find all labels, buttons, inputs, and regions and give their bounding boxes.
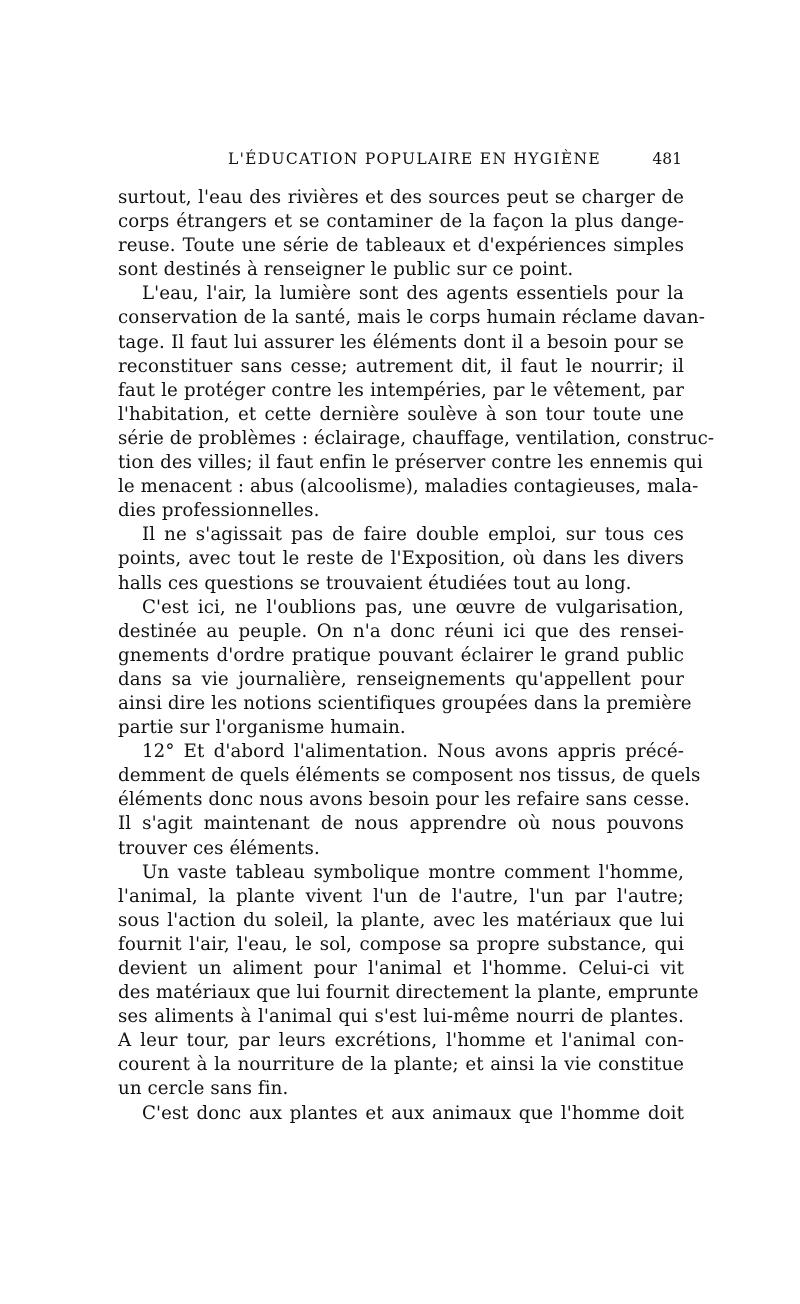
text-line: devient un aliment pour l'animal et l'homme. Celui-ci vit <box>118 958 684 979</box>
text-line: points, avec tout le reste de l'Exposition, où dans les divers <box>118 548 684 570</box>
running-title: L'ÉDUCATION POPULAIRE EN HYGIÈNE <box>228 150 601 168</box>
text-line: C'est ici, ne l'oublions pas, une œuvre de vulgarisation, <box>142 596 684 618</box>
text-line: ses aliments à l'animal qui s'est lui-même nourri de plantes. <box>118 1006 684 1028</box>
text-line: l'habitation, et cette dernière soulève à son tour toute une <box>118 403 684 425</box>
page-number: 481 <box>652 150 682 168</box>
text-line: reuse. Toute une série de tableaux et d'expériences simples <box>118 235 684 257</box>
text-line: conservation de la santé, mais le corps humain réclame davan- <box>118 307 705 329</box>
text-line: halls ces questions se trouvaient étudiées tout au long. <box>118 572 632 594</box>
text-line: surtout, l'eau des rivières et des sources peut se charger de <box>118 187 684 208</box>
text-line: gnements d'ordre pratique pouvant éclairer le grand public <box>118 644 684 666</box>
text-line: trouver ces éléments. <box>118 837 320 859</box>
text-line: éléments donc nous avons besoin pour les refaire sans cesse. <box>118 789 690 811</box>
text-line: Il ne s'agissait pas de faire double emploi, sur tous ces <box>142 524 684 546</box>
page-header <box>118 150 684 176</box>
text-line: série de problèmes : éclairage, chauffage, ventilation, construc- <box>118 427 715 449</box>
text-line: un cercle sans fin. <box>118 1078 289 1100</box>
text-line: A leur tour, par leurs excrétions, l'homme et l'animal con- <box>118 1030 684 1052</box>
text-line: 12° Et d'abord l'alimentation. Nous avons appris précé- <box>142 741 684 763</box>
text-line: reconstituer sans cesse; autrement dit, il faut le nourrir; il <box>118 355 684 377</box>
text-line: le menacent : abus (alcoolisme), maladies contagieuses, mala- <box>118 476 699 498</box>
text-line: Un vaste tableau symbolique montre comment l'homme, <box>142 861 684 883</box>
text-line: C'est donc aux plantes et aux animaux que l'homme doit <box>142 1102 684 1124</box>
text-line: fournit l'air, l'eau, le sol, compose sa propre substance, qui <box>118 933 684 955</box>
text-line: tage. Il faut lui assurer les éléments dont il a besoin pour se <box>118 331 684 353</box>
text-line: corps étrangers et se contaminer de la façon la plus dange- <box>118 211 684 233</box>
text-line: dies professionnelles. <box>118 500 320 522</box>
text-line: destinée au peuple. On n'a donc réuni ici que des rensei- <box>118 620 684 642</box>
text-line: des matériaux que lui fournit directement la plante, emprunte <box>118 982 699 1004</box>
text-line: courent à la nourriture de la plante; et ainsi la vie constitue <box>118 1054 684 1076</box>
text-line: sont destinés à renseigner le public sur ce point. <box>118 259 574 281</box>
body-text <box>118 186 715 1126</box>
text-line: L'eau, l'air, la lumière sont des agents essentiels pour la <box>142 283 684 305</box>
text-line: l'animal, la plante vivent l'un de l'autre, l'un par l'autre; <box>118 885 684 907</box>
text-line: tion des villes; il faut enfin le préserver contre les ennemis qui <box>118 452 703 474</box>
text-line: ainsi dire les notions scientifiques groupées dans la première <box>118 692 692 714</box>
text-line: faut le protéger contre les intempéries, par le vêtement, par <box>118 379 684 401</box>
text-line: dans sa vie journalière, renseignements qu'appellent pour <box>118 668 684 690</box>
text-line: sous l'action du soleil, la plante, avec les matériaux que lui <box>118 909 684 931</box>
text-line: partie sur l'organisme humain. <box>118 717 406 739</box>
text-line: demment de quels éléments se composent nos tissus, de quels <box>118 765 701 787</box>
text-line: Il s'agit maintenant de nous apprendre où nous pouvons <box>118 813 684 835</box>
